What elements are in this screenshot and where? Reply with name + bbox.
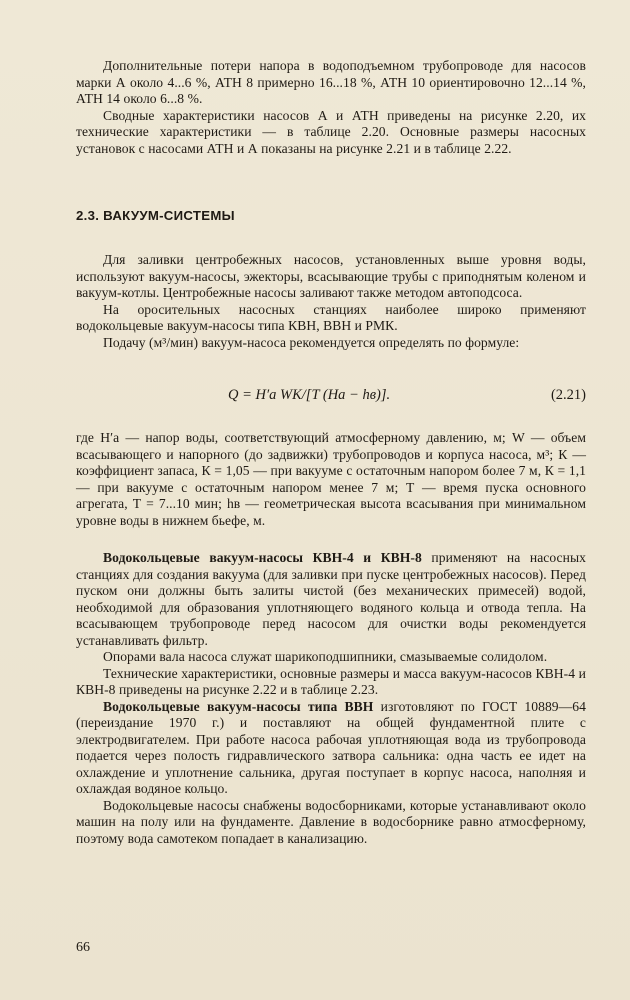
paragraph-vvn-pumps (76, 699, 586, 798)
definitions-block (76, 430, 586, 529)
vvn-text: изготовляют по ГОСТ 10889—64 (переиздание 1970 г.) и поставляют на общей фундаментной плите с электродвигателем. При работе насоса рабочая уплотняющая вода из трубопровода подается через полость гидравлического затвора сальника: одна часть ее идет на охлаждение и уплотнение сальника, другая поступает в корпус насоса, наполняя и охлаждая водяное кольцо. (76, 698, 586, 796)
paragraph-kvn-specs: Технические характеристики, основные размеры и масса вакуум-насосов КВН-4 и КВН-8 приведены на рисунке 2.22 и в таблице 2.23. (76, 665, 586, 697)
kvn-text: применяют на насосных станциях для создания вакуума (для заливки при пуске центробежных насосов). Перед пуском они должны быть залиты чистой (без механических примесей) водой, необходимой для образования уплотняющего водяного кольца и отвода тепла. На всасывающем трубопроводе перед насосом для очистки воды рекомендуется устанавливать фильтр. (76, 550, 586, 648)
paragraph-bearings: Опорами вала насоса служат шарикоподшипники, смазываемые солидолом. (103, 649, 548, 664)
formula-expression: Q = H′а WK/[T (Hа − hв)]. (228, 387, 391, 403)
paragraph-variable-definitions: где H′а — напор воды, соответствующий атмосферному давлению, м; W — объем всасывающего и напорного (до задвижки) трубопроводов и корпуса насоса, м³; К — коэффициент запаса, К = 1,05 — при вакууме с остаточным напором более 7 м, К = 1,1 — при вакууме с остаточным напором менее 7 м; Т — время пуска основного агрегата, Т = 7...10 мин; hв — геометрическая высота всасывания при минимальном уровне воды в нижнем бьефе, м. (76, 430, 586, 528)
section-heading: 2.3. ВАКУУМ-СИСТЕМЫ (76, 208, 235, 223)
page-number: 66 (76, 940, 90, 955)
intro-text-block (76, 58, 586, 157)
paragraph-pump-losses: Дополнительные потери напора в водоподъемном трубопроводе для насосов марки А около 4...6 %, АТН 8 примерно 16...18 %, АТН 10 ориентировочно 12...14 %, АТН 14 около 6...8 %. (76, 58, 586, 106)
kvn-block (76, 550, 586, 847)
paragraph-water-collectors: Водокольцевые насосы снабжены водосборниками, которые устанавливают около машин на полу или на фундаменте. Давление в водосборнике равно атмосферному, поэтому вода самотеком попадает в канализацию. (76, 797, 586, 846)
formula-number: (2.21) (550, 387, 586, 403)
paragraph-flow-formula-intro: Подачу (м³/мин) вакуум-насоса рекомендуется определять по формуле: (103, 334, 520, 350)
paragraph-irrigation-stations: На оросительных насосных станциях наиболее широко применяют водокольцевые вакуум-насосы типа КВН, ВВН и РМК. (76, 301, 586, 333)
paragraph-kvn-pumps (76, 550, 586, 649)
kvn-bold-lead: Водокольцевые вакуум-насосы КВН-4 и КВН-8 (103, 550, 422, 565)
vvn-bold-lead: Водокольцевые вакуум-насосы типа ВВН (103, 698, 374, 714)
paragraph-characteristics: Сводные характеристики насосов А и АТН приведены на рисунке 2.20, их технические характеристики — в таблице 2.20. Основные размеры насосных установок с насосами АТН и А показаны на рисунке 2.21 и в таблице 2.22. (76, 107, 586, 156)
vacuum-intro-block (76, 252, 586, 351)
paragraph-priming-methods: Для заливки центробежных насосов, установленных выше уровня воды, используют вакуум-насосы, эжекторы, всасывающие трубы с приподнятым коленом и вакуум-котлы. Центробежные насосы заливают также методом автоподсоса. (76, 252, 586, 300)
